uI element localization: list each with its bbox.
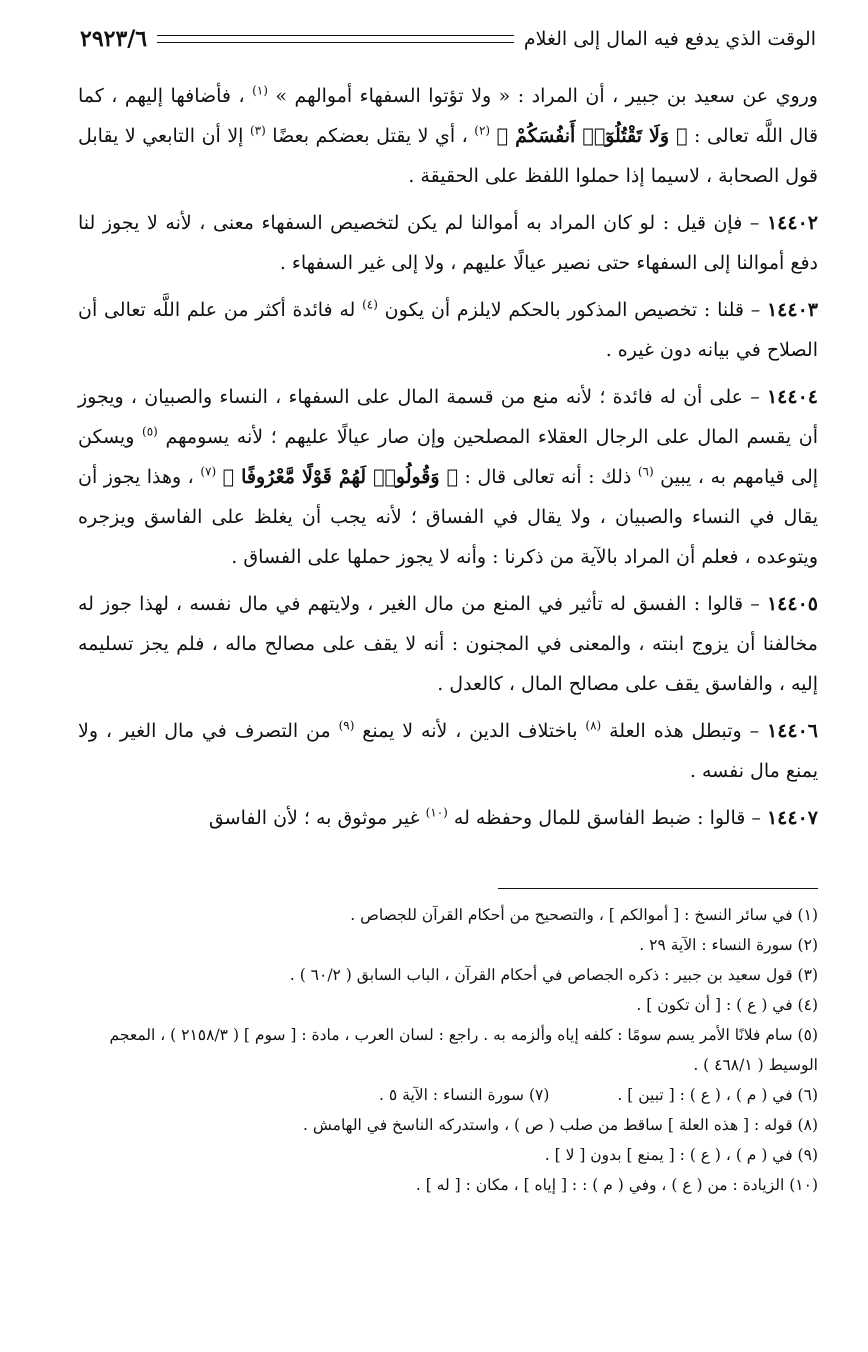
footnote-7: (٧) سورة النساء : الآية ٥ . bbox=[379, 1086, 550, 1104]
footnote-5: (٥) سام فلانًا الأمر يسم سومًا : كلفه إياه وألزمه به . راجع : لسان العرب ، مادة : [ سوم ] ( ٢١٥٨/٣ ) ، المعجم الوسيط ( ٤٦٨/١ ) . bbox=[109, 1026, 818, 1074]
quran-verse: ﴿ وَقُولُوا۟ لَهُمْ قَوْلًا مَّعْرُوفًا ﴾ bbox=[222, 466, 459, 488]
text-segment: باختلاف الدين ، لأنه لا يمنع bbox=[362, 720, 578, 742]
running-title: الوقت الذي يدفع فيه المال إلى الغلام bbox=[523, 28, 816, 50]
footnote-6: (٦) في ( م ) ، ( ع ) : [ تبين ] . bbox=[617, 1086, 818, 1104]
paragraph-14407 bbox=[78, 798, 818, 838]
text-segment: له فائدة أكثر من علم اللَّه تعالى أن الصلاح في بيانه دون غيره . bbox=[78, 299, 818, 361]
text-segment: وروي عن سعيد بن جبير ، أن المراد : « ولا تؤتوا السفهاء أموالهم » bbox=[275, 85, 818, 107]
paragraph-number: ١٤٤٠٥ bbox=[766, 593, 818, 615]
footnote-8: (٨) قوله : [ هذه العلة ] ساقط من صلب ( ص ) ، واستدركه الناسخ في الهامش . bbox=[303, 1116, 818, 1134]
paragraph-14403 bbox=[78, 290, 818, 370]
text-segment: ، فأضافها إليهم ، كما قال اللَّه تعالى : bbox=[78, 85, 819, 147]
text-segment: – على أن له فائدة ؛ لأنه منع من قسمة المال على السفهاء ، النساء والصبيان ، ويجوز أن يقسم المال على الرجال العقلاء المصلحين وإن صار عيالًا عليهم ؛ لأنه يسومهم bbox=[78, 386, 818, 448]
footnote-ref-9[interactable]: (٩) bbox=[338, 718, 355, 733]
paragraph-14405 bbox=[78, 584, 818, 704]
footnote-9: (٩) في ( م ) ، ( ع ) : [ يمنع ] بدون [ لا ] . bbox=[544, 1146, 818, 1164]
footnote-ref-8[interactable]: (٨) bbox=[585, 718, 602, 733]
footnotes bbox=[78, 900, 818, 1200]
header-rule bbox=[157, 35, 514, 43]
paragraph-number: ١٤٤٠٢ bbox=[766, 212, 818, 234]
footnote-10: (١٠) الزيادة : من ( ع ) ، وفي ( م ) : : [ إياه ] ، مكان : [ له ] . bbox=[415, 1176, 818, 1194]
text-segment: – قلنا : تخصيص المذكور بالحكم لايلزم أن يكون bbox=[384, 299, 761, 321]
text-segment: – وتبطل هذه العلة bbox=[609, 720, 760, 742]
footnote-ref-2[interactable]: (٢) bbox=[474, 123, 491, 138]
footnote-2: (٢) سورة النساء : الآية ٢٩ . bbox=[639, 936, 818, 954]
footnote-3: (٣) قول سعيد بن جبير : ذكره الجصاص في أحكام القرآن ، الباب السابق ( ٦٠/٢ ) . bbox=[289, 966, 818, 984]
text-segment: ، أي لا يقتل بعضكم بعضًا bbox=[272, 125, 468, 147]
footnote-ref-4[interactable]: (٤) bbox=[362, 297, 378, 312]
paragraph-number: ١٤٤٠٣ bbox=[766, 299, 818, 321]
footnote-row-6-7 bbox=[78, 1080, 818, 1110]
paragraph-number: ١٤٤٠٦ bbox=[766, 720, 819, 742]
paragraph-number: ١٤٤٠٧ bbox=[766, 807, 818, 829]
footnote-ref-1[interactable]: (١) bbox=[252, 83, 268, 98]
text-segment: غير موثوق به ؛ لأن الفاسق bbox=[208, 807, 420, 829]
text-segment: ذلك : أنه تعالى قال : bbox=[464, 466, 632, 488]
paragraph-14404 bbox=[78, 377, 818, 577]
text-segment: ويسكن إلى قيامهم به ، يبين bbox=[78, 426, 819, 488]
text-segment: من التصرف في مال الغير ، ولا يمنع مال نفسه . bbox=[78, 720, 818, 782]
text-segment: إلا أن التابعي لا يقابل قول الصحابة ، لاسيما إذا حملوا اللفظ على الحقيقة . bbox=[78, 125, 818, 187]
running-header bbox=[80, 18, 816, 60]
footnote-4: (٤) في ( ع ) : [ أن تكون ] . bbox=[636, 996, 818, 1014]
text-segment: – قالوا : الفسق له تأثير في المنع من مال الغير ، ولايتهم في مال نفسه ، لهذا جوز له مخالفنا أن يزوج ابنته ، والمعنى في المجنون : أنه لا يقف على مصالح ماله ، فلم يجز تسليمه إليه ، والفاسق يقف على مصالح المال ، كالعدل . bbox=[78, 593, 818, 695]
footnote-ref-5[interactable]: (٥) bbox=[142, 424, 158, 439]
paragraph-1 bbox=[78, 76, 818, 196]
footnote-separator bbox=[498, 888, 818, 889]
quran-verse: ﴿ وَلَا تَقْتُلُوٓا۟ أَنفُسَكُمْ ﴾ bbox=[496, 125, 688, 147]
paragraph-14402 bbox=[78, 203, 818, 283]
main-text bbox=[78, 76, 818, 838]
text-segment: – فإن قيل : لو كان المراد به أموالنا لم يكن لتخصيص السفهاء معنى ، لأنه لا يجوز لنا دفع أموالنا إلى السفهاء حتى نصير عيالًا عليهم ، ولا إلى غير السفهاء . bbox=[78, 212, 818, 274]
footnote-ref-6[interactable]: (٦) bbox=[637, 464, 654, 479]
page-number: ٢٩٢٣/٦ bbox=[80, 26, 148, 52]
footnote-ref-3[interactable]: (٣) bbox=[249, 123, 266, 138]
text-segment: – قالوا : ضبط الفاسق للمال وحفظه له bbox=[453, 807, 761, 829]
footnote-ref-10[interactable]: (١٠) bbox=[425, 805, 448, 820]
paragraph-number: ١٤٤٠٤ bbox=[766, 386, 818, 408]
footnote-ref-7[interactable]: (٧) bbox=[200, 464, 217, 479]
paragraph-14406 bbox=[78, 711, 818, 791]
footnote-1: (١) في سائر النسخ : [ أموالكم ] ، والتصحيح من أحكام القرآن للجصاص . bbox=[350, 906, 818, 924]
text-segment: ، وهذا يجوز أن يقال في النساء والصبيان ، ولا يقال في الفساق ؛ لأنه يجب أن يغلظ على الفاسق ويزجره ويتوعده ، فعلم أن المراد بالآية من ذكرنا : وأنه لا يجوز حملها على الفساق . bbox=[78, 466, 818, 568]
